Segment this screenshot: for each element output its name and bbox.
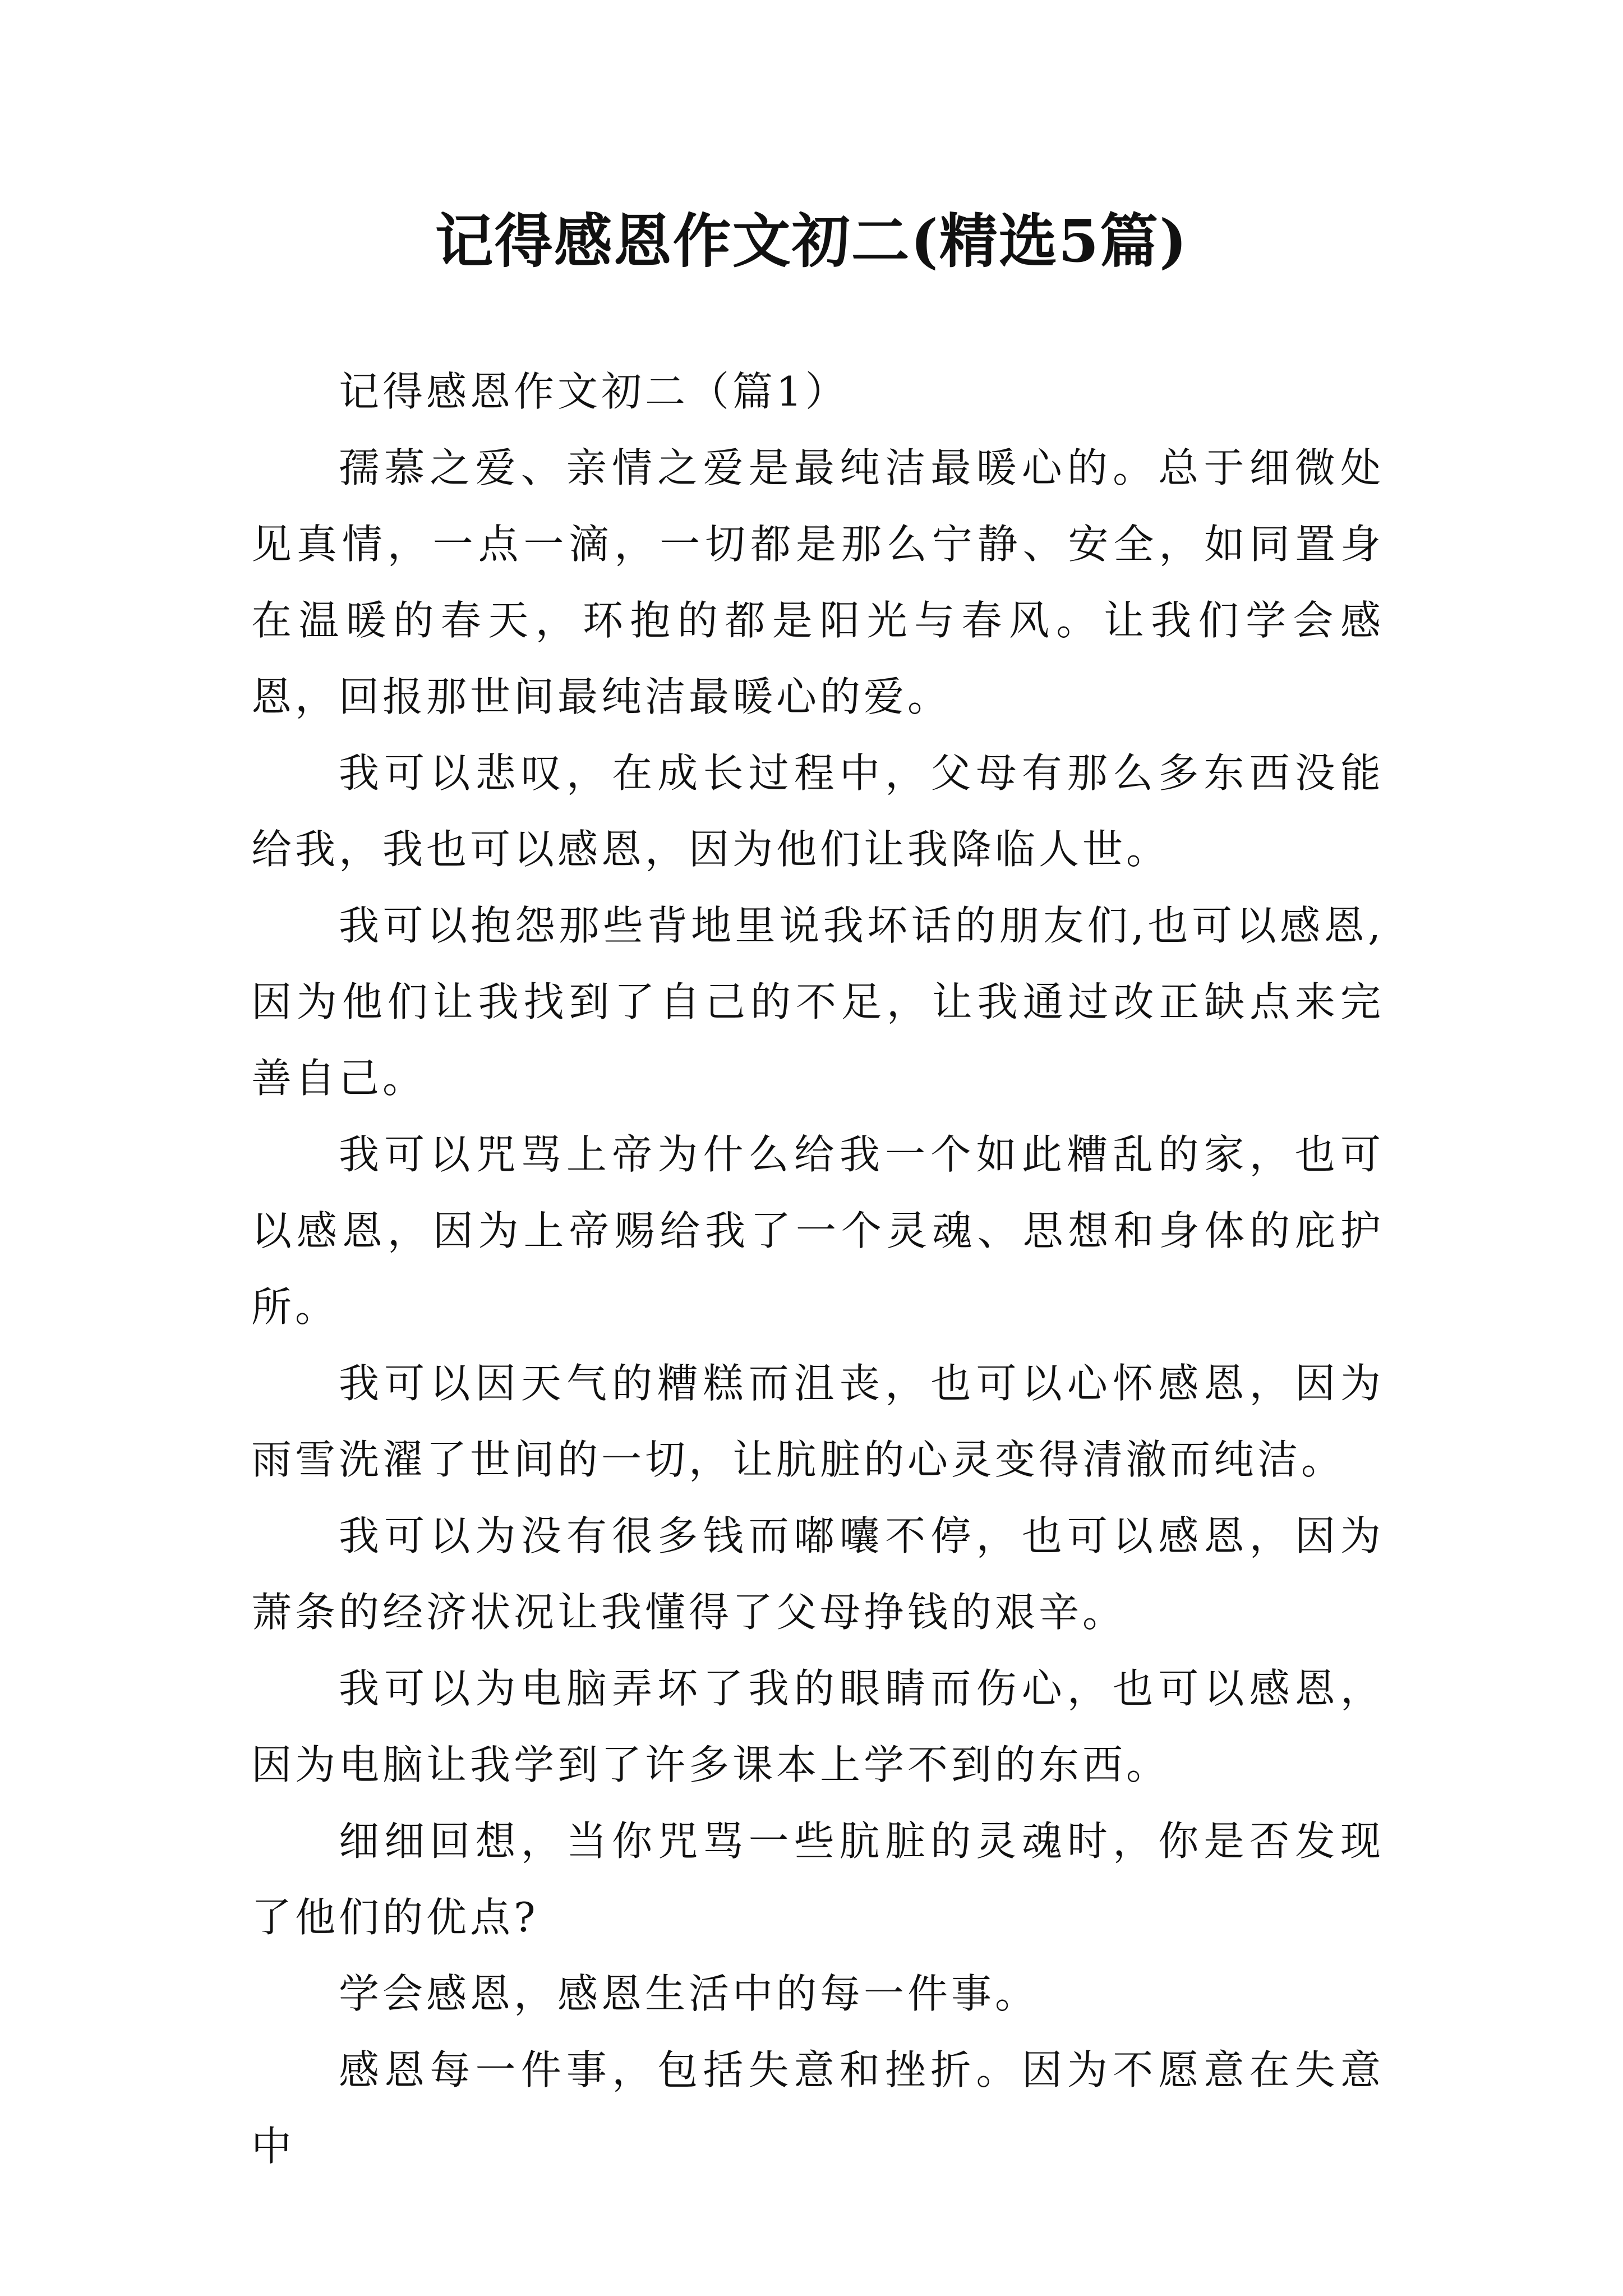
document-body xyxy=(251,353,1384,2184)
paragraph-2: 我可以悲叹，在成长过程中，父母有那么多东西没能给我，我也可以感恩，因为他们让我降临人世。 xyxy=(251,749,1384,873)
paragraph-5: 我可以因天气的糟糕而沮丧，也可以心怀感恩，因为雨雪洗濯了世间的一切，让肮脏的心灵变得清澈而纯洁。 xyxy=(251,1360,1384,1483)
section-heading: 记得感恩作文初二（篇1） xyxy=(339,368,849,415)
document-title: 记得感恩作文初二(精选5篇) xyxy=(435,206,1188,275)
paragraph-7: 我可以为电脑弄坏了我的眼睛而伤心，也可以感恩，因为电脑让我学到了许多课本上学不到的东西。 xyxy=(251,1665,1384,1788)
paragraph-3: 我可以抱怨那些背地里说我坏话的朋友们,也可以感恩,因为他们让我找到了自己的不足，让我通过改正缺点来完善自己。 xyxy=(251,902,1384,1102)
paragraph-10: 感恩每一件事，包括失意和挫折。因为不愿意在失意中 xyxy=(251,2046,1384,2170)
paragraph-9: 学会感恩，感恩生活中的每一件事。 xyxy=(339,1970,1039,2017)
paragraph-8: 细细回想，当你咒骂一些肮脏的灵魂时，你是否发现了他们的优点? xyxy=(251,1818,1384,1941)
paragraph-1: 孺慕之爱、亲情之爱是最纯洁最暖心的。总于细微处见真情，一点一滴，一切都是那么宁静、安全，如同置身在温暖的春天，环抱的都是阳光与春风。让我们学会感恩，回报那世间最纯洁最暖心的爱。 xyxy=(251,444,1384,720)
paragraph-6: 我可以为没有很多钱而嘟囔不停，也可以感恩，因为萧条的经济状况让我懂得了父母挣钱的艰辛。 xyxy=(251,1512,1384,1636)
paragraph-4: 我可以咒骂上帝为什么给我一个如此糟乱的家，也可以感恩，因为上帝赐给我了一个灵魂、思想和身体的庇护所。 xyxy=(251,1131,1384,1331)
